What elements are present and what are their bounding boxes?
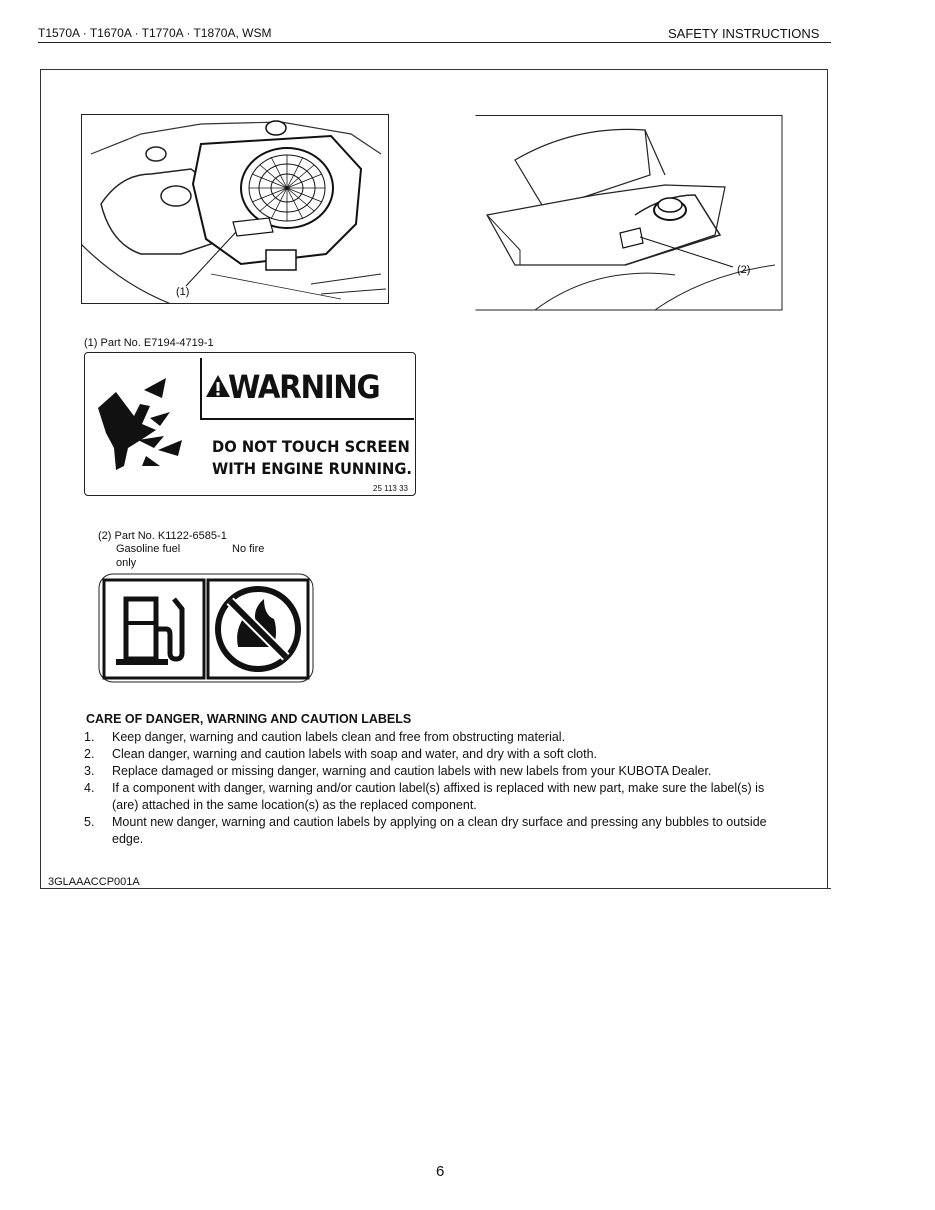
callout-1: (1) [176,286,190,298]
care-item [84,746,789,763]
header-section: SAFETY INSTRUCTIONS [668,26,820,41]
care-item-text: If a component with danger, warning and/or caution label(s) affixed is replaced with new part, make sure the label(s) is (are) attached in the same location(s) as the replaced component. [112,781,765,812]
frame-bottom-rule [45,888,831,889]
fuel-no-fire-sign [98,573,314,683]
label-1-caption: (1) Part No. E7194-4719-1 [84,337,214,349]
care-item [84,763,789,780]
care-item [84,729,789,746]
hand-fan-icon [98,378,190,474]
page-number: 6 [436,1163,445,1180]
care-item-number: 1. [84,730,95,744]
care-item-number: 4. [84,781,95,795]
care-list [84,729,789,848]
header-models: T1570A · T1670A · T1770A · T1870A, WSM [38,26,272,40]
warning-message-line-1: DO NOT TOUCH SCREEN [212,437,410,456]
warning-message-line-2: WITH ENGINE RUNNING. [212,459,413,478]
care-item-number: 3. [84,764,95,778]
callout-2: (2) [737,264,751,276]
warning-message [212,436,412,480]
care-item [84,814,789,848]
care-heading: CARE OF DANGER, WARNING AND CAUTION LABELS [86,712,412,726]
care-item [84,780,789,814]
engine-illustration [81,114,389,304]
care-item-number: 5. [84,815,95,829]
care-item-number: 2. [84,747,95,761]
label-2-left-text-1: Gasoline fuel [116,543,181,555]
care-item-text: Keep danger, warning and caution labels clean and free from obstructing material. [112,730,566,744]
document-id: 3GLAAACCP001A [48,876,140,888]
label-2-right-text: No fire [232,543,265,555]
label-1-code: 25 113 33 [373,484,408,493]
care-item-text: Clean danger, warning and caution labels with soap and water, and dry with a soft cloth. [112,747,598,761]
header-rule [38,42,831,43]
label-2-left-text-2: only [116,557,137,569]
label-2-caption: (2) Part No. K1122-6585-1 [98,530,227,542]
fuel-tank-illustration [475,115,783,311]
care-item-text: Replace damaged or missing danger, warning and caution labels with new labels from your KUBOTA Dealer. [112,764,712,778]
warning-title: WARNING [228,368,380,406]
care-item-text: Mount new danger, warning and caution labels by applying on a clean dry surface and pressing any bubbles to outside edge. [112,815,767,846]
